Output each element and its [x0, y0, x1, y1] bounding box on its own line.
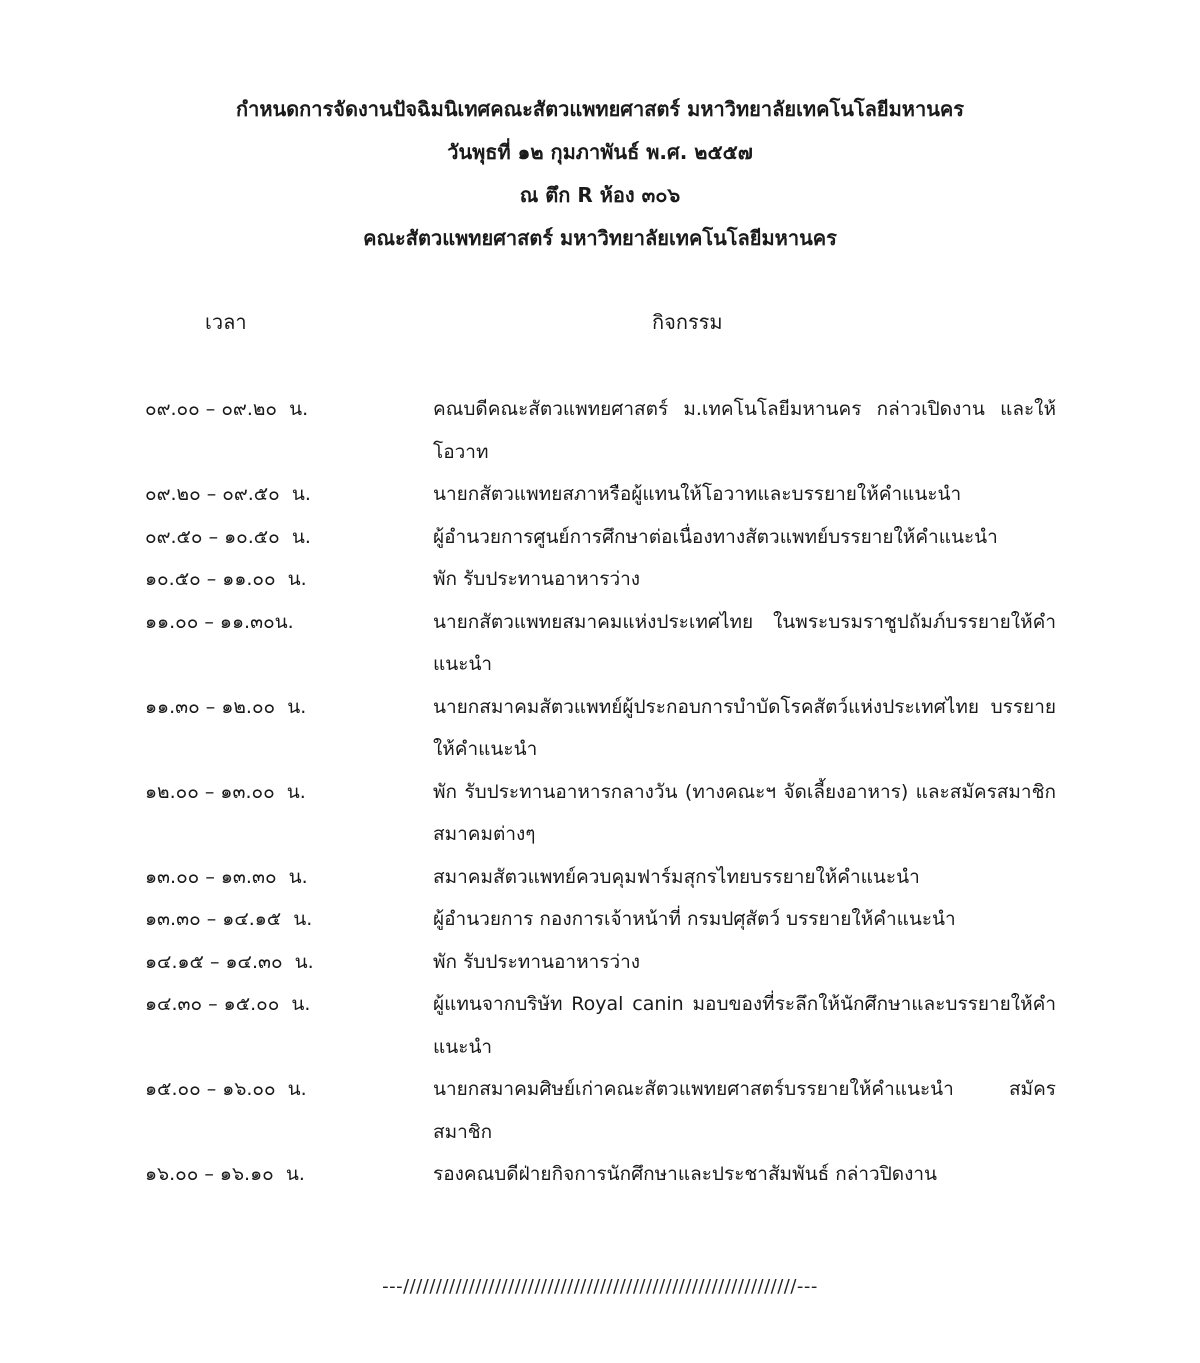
schedule-activity: นายกสมาคมสัตวแพทย์ผู้ประกอบการบำบัดโรคสัตว์แห่งประเทศไทย บรรยายให้คำแนะนำ: [433, 695, 1056, 760]
schedule-activity: สมาคมสัตวแพทย์ควบคุมฟาร์มสุกรไทยบรรยายให้คำแนะนำ: [433, 865, 920, 888]
schedule-activity: นายกสัตวแพทยสภาหรือผู้แทนให้โอวาทและบรรยายให้คำแนะนำ: [433, 483, 962, 505]
title-line-2: วันพุธที่ ๑๒ กุมภาพันธ์ พ.ศ. ๒๕๕๗: [447, 140, 753, 164]
schedule-time: ๐๙.๐๐ – ๐๙.๒๐ น.: [145, 398, 309, 420]
time-column-header: เวลา: [205, 310, 247, 334]
schedule-time: ๑๑.๐๐ – ๑๑.๓๐น.: [145, 610, 294, 633]
schedule-row: [0, 686, 1200, 771]
schedule-row: [0, 1153, 1200, 1196]
schedule-activity: นายกสมาคมศิษย์เก่าคณะสัตวแพทยศาสตร์บรรยายให้คำแนะนำ สมัครสมาชิก: [433, 1078, 1056, 1143]
schedule-activity: พัก รับประทานอาหารว่าง: [433, 568, 641, 590]
schedule-time: ๐๙.๕๐ – ๑๐.๕๐ น.: [145, 525, 311, 548]
schedule-row: [0, 388, 1200, 473]
schedule-time: ๑๓.๓๐ – ๑๔.๑๕ น.: [145, 908, 313, 930]
title-line-4: คณะสัตวแพทยศาสตร์ มหาวิทยาลัยเทคโนโลยีมหานคร: [363, 226, 837, 250]
footer-separator: ---////////////////////////////////////////////////////////////---: [382, 1276, 818, 1297]
schedule-activity: ผู้อำนวยการ กองการเจ้าหน้าที่ กรมปศุสัตว์ บรรยายให้คำแนะนำ: [433, 908, 956, 930]
schedule-activity: พัก รับประทานอาหารกลางวัน (ทางคณะฯ จัดเลี้ยงอาหาร) และสมัครสมาชิกสมาคมต่างๆ: [433, 780, 1056, 845]
schedule-row: [0, 771, 1200, 856]
schedule-row: [0, 473, 1200, 516]
schedule-row: [0, 1068, 1200, 1153]
schedule-activity: คณบดีคณะสัตวแพทยศาสตร์ ม.เทคโนโลยีมหานคร กล่าวเปิดงาน และให้โอวาท: [433, 398, 1056, 463]
schedule-time: ๑๔.๓๐ – ๑๕.๐๐ น.: [145, 993, 311, 1015]
schedule-activity: รองคณบดีฝ่ายกิจการนักศึกษาและประชาสัมพันธ์ กล่าวปิดงาน: [433, 1163, 938, 1185]
schedule-time: ๑๒.๐๐ – ๑๓.๐๐ น.: [145, 780, 306, 803]
schedule-time: ๑๕.๐๐ – ๑๖.๐๐ น.: [145, 1078, 307, 1100]
schedule-row: [0, 856, 1200, 899]
schedule-activity: ผู้อำนวยการศูนย์การศึกษาต่อเนื่องทางสัตวแพทย์บรรยายให้คำแนะนำ: [433, 525, 998, 548]
schedule-activity: นายกสัตวแพทยสมาคมแห่งประเทศไทย ในพระบรมราชูปถัมภ์บรรยายให้คำแนะนำ: [433, 610, 1056, 675]
activity-column-header: กิจกรรม: [652, 310, 723, 334]
title-line-1: กำหนดการจัดงานปัจฉิมนิเทศคณะสัตวแพทยศาสตร์ มหาวิทยาลัยเทคโนโลยีมหานคร: [235, 97, 964, 121]
schedule-row: [0, 516, 1200, 559]
title-line-3: ณ ตึก R ห้อง ๓๐๖: [519, 183, 681, 207]
schedule-time: ๑๐.๕๐ – ๑๑.๐๐ น.: [145, 568, 307, 590]
schedule-time: ๐๙.๒๐ – ๐๙.๕๐ น.: [145, 483, 311, 505]
schedule-row: [0, 558, 1200, 601]
title-block: [0, 88, 1200, 260]
schedule-time: ๑๓.๐๐ – ๑๓.๓๐ น.: [145, 865, 308, 888]
schedule-time: ๑๑.๓๐ – ๑๒.๐๐ น.: [145, 695, 307, 718]
schedule-activity: ผู้แทนจากบริษัท Royal canin มอบของที่ระลึกให้นักศึกษาและบรรยายให้คำแนะนำ: [433, 993, 1056, 1058]
schedule-list: [0, 388, 1200, 1196]
schedule-row: [0, 941, 1200, 984]
schedule-time: ๑๖.๐๐ – ๑๖.๑๐ น.: [145, 1163, 305, 1185]
schedule-row: [0, 601, 1200, 686]
schedule-time: ๑๔.๑๕ – ๑๔.๓๐ น.: [145, 950, 314, 973]
schedule-row: [0, 983, 1200, 1068]
schedule-activity: พัก รับประทานอาหารว่าง: [433, 950, 641, 973]
schedule-row: [0, 898, 1200, 941]
